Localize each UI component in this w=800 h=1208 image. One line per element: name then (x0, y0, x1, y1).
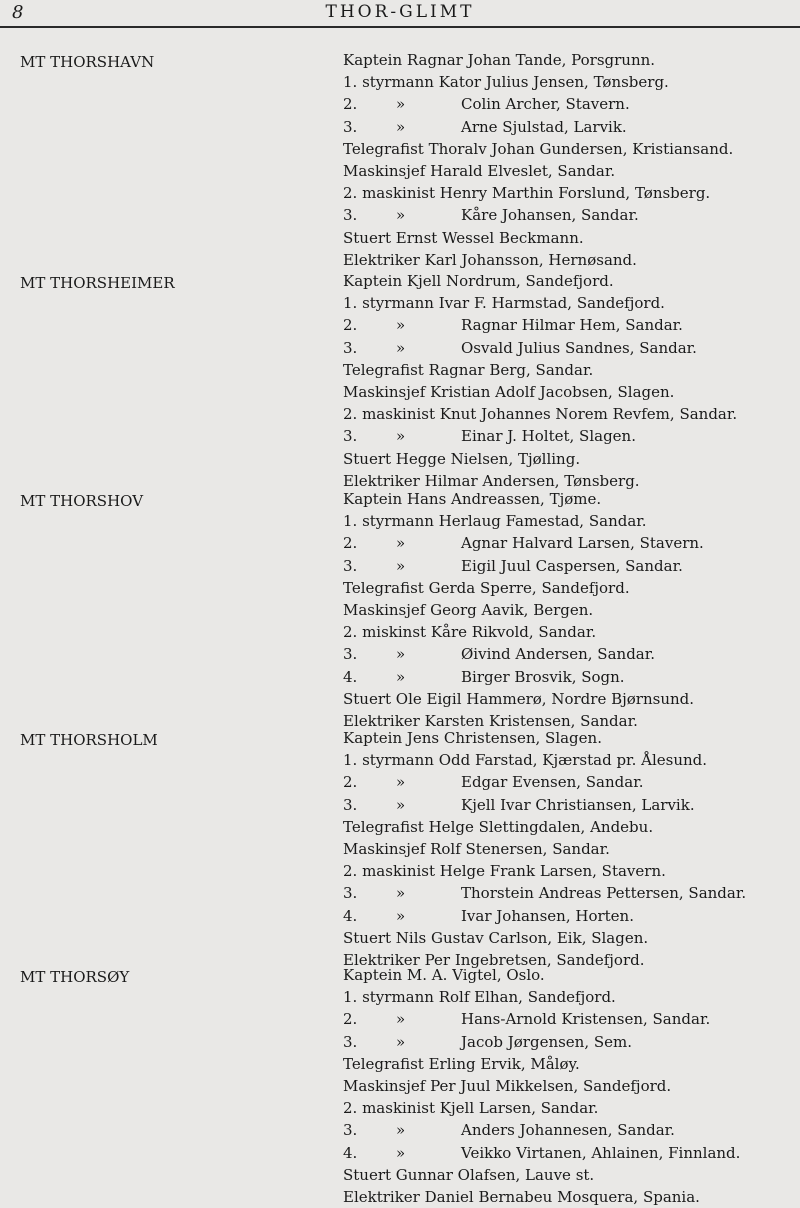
crew-line (343, 727, 800, 749)
rank-number: 3. (343, 117, 358, 136)
ditto-mark: » (396, 795, 406, 814)
crew-line (343, 116, 800, 138)
ditto-rank (343, 314, 461, 336)
ditto-rank (343, 555, 461, 577)
crew-member: Kaptein M. A. Vigtel, Oslo. (343, 966, 545, 984)
crew-line (343, 448, 800, 470)
running-head: THOR-GLIMT (325, 2, 475, 22)
ditto-mark: » (396, 906, 406, 925)
crew-line (343, 337, 800, 359)
crew-line (343, 227, 800, 249)
crew-member: Einar J. Holtet, Slagen. (461, 427, 636, 446)
crew-member: Arne Sjulstad, Larvik. (461, 117, 627, 136)
ditto-mark: » (396, 884, 406, 903)
crew-line (343, 249, 800, 271)
crew-member: 1. styrmann Odd Farstad, Kjærstad pr. Ålesund. (343, 751, 708, 770)
ditto-rank (343, 337, 461, 359)
crew-member: Elektriker Per Ingebretsen, Sandefjord. (343, 951, 645, 969)
crew-member: Elektriker Daniel Bernabeu Mosquera, Spania. (343, 1188, 700, 1206)
crew-member: Thorstein Andreas Pettersen, Sandar. (461, 884, 747, 903)
ship-name: MT THORSØY (20, 968, 130, 986)
crew-line (343, 555, 800, 577)
crew-member: Hans-Arnold Kristensen, Sandar. (461, 1010, 711, 1029)
crew-line (343, 688, 800, 710)
crew-member: Kaptein Kjell Nordrum, Sandefjord. (343, 272, 614, 290)
crew-line (343, 182, 800, 204)
ditto-mark: » (396, 1032, 406, 1051)
crew-member: Ivar Johansen, Horten. (461, 906, 634, 925)
ditto-mark: » (396, 773, 406, 792)
ditto-mark: » (396, 556, 406, 575)
crew-member: Maskinsjef Kristian Adolf Jacobsen, Slagen. (343, 383, 675, 401)
crew-member: Jacob Jørgensen, Sem. (461, 1032, 633, 1051)
crew-line (343, 381, 800, 403)
crew-member: 1. styrmann Rolf Elhan, Sandefjord. (343, 988, 616, 1007)
crew-line (343, 794, 800, 816)
ditto-mark: » (396, 1143, 406, 1162)
ditto-rank (343, 1119, 461, 1141)
crew-member: Stuert Gunnar Olafsen, Lauve st. (343, 1165, 595, 1184)
crew-line (343, 532, 800, 554)
ditto-mark: » (396, 95, 406, 114)
rank-number: 2. (343, 316, 358, 335)
crew-member: Ragnar Hilmar Hem, Sandar. (461, 316, 683, 335)
rank-number: 2. (343, 95, 358, 114)
crew-member: 2. maskinist Helge Frank Larsen, Stavern. (343, 862, 666, 881)
ditto-rank (343, 204, 461, 226)
ditto-mark: » (396, 427, 406, 446)
crew-member: Agnar Halvard Larsen, Stavern. (461, 534, 704, 553)
crew-member: 2. maskinist Henry Marthin Forslund, Tønsberg. (343, 184, 711, 203)
ditto-mark: » (396, 206, 406, 225)
crew-member: 2. miskinst Kåre Rikvold, Sandar. (343, 623, 597, 642)
ship-name: MT THORSHAVN (20, 53, 155, 71)
crew-line (343, 771, 800, 793)
crew-member: Maskinsjef Georg Aavik, Bergen. (343, 601, 594, 619)
ditto-rank (343, 882, 461, 904)
crew-member: Stuert Ernst Wessel Beckmann. (343, 228, 584, 247)
rank-number: 4. (343, 906, 358, 925)
crew-line (343, 138, 800, 160)
crew-line (343, 964, 800, 986)
crew-line (343, 1075, 800, 1097)
crew-member: 1. styrmann Herlaug Famestad, Sandar. (343, 512, 647, 531)
rank-number: 3. (343, 884, 358, 903)
ditto-rank (343, 116, 461, 138)
rank-number: 3. (343, 1121, 358, 1140)
crew-line (343, 1097, 800, 1119)
rank-number: 2. (343, 534, 358, 553)
crew-member: Edgar Evensen, Sandar. (461, 773, 644, 792)
crew-member: Kaptein Ragnar Johan Tande, Porsgrunn. (343, 51, 656, 69)
crew-line (343, 905, 800, 927)
rank-number: 4. (343, 667, 358, 686)
crew-member: Øivind Andersen, Sandar. (461, 645, 656, 664)
rank-number: 3. (343, 1032, 358, 1051)
crew-line (343, 577, 800, 599)
ditto-rank (343, 425, 461, 447)
crew-member: Telegrafist Gerda Sperre, Sandefjord. (343, 578, 630, 597)
crew-member: Kåre Johansen, Sandar. (461, 206, 639, 225)
crew-member: Kaptein Hans Andreassen, Tjøme. (343, 490, 602, 508)
crew-line (343, 510, 800, 532)
crew-line (343, 599, 800, 621)
ditto-mark: » (396, 1121, 406, 1140)
crew-line (343, 1142, 800, 1164)
crew-member: Elektriker Hilmar Andersen, Tønsberg. (343, 471, 640, 490)
crew-line (343, 1164, 800, 1186)
ditto-rank (343, 1008, 461, 1030)
crew-member: Stuert Hegge Nielsen, Tjølling. (343, 449, 581, 468)
crew-member: Telegrafist Ragnar Berg, Sandar. (343, 360, 594, 379)
rank-number: 3. (343, 427, 358, 446)
crew-member: 1. styrmann Kator Julius Jensen, Tønsberg. (343, 73, 669, 92)
ditto-mark: » (396, 117, 406, 136)
crew-member: 2. maskinist Knut Johannes Norem Revfem, Sandar. (343, 405, 738, 424)
ditto-rank (343, 532, 461, 554)
crew-line (343, 882, 800, 904)
ship-name: MT THORSHEIMER (20, 274, 175, 292)
ship-name: MT THORSHOLM (20, 731, 158, 749)
ditto-mark: » (396, 338, 406, 357)
crew-member: Osvald Julius Sandnes, Sandar. (461, 338, 697, 357)
crew-member: Telegrafist Helge Slettingdalen, Andebu. (343, 817, 654, 836)
crew-line (343, 927, 800, 949)
crew-member: 1. styrmann Ivar F. Harmstad, Sandefjord. (343, 294, 665, 313)
crew-line (343, 986, 800, 1008)
ditto-rank (343, 1031, 461, 1053)
page-number: 8 (12, 2, 24, 23)
crew-line (343, 425, 800, 447)
crew-line (343, 292, 800, 314)
crew-line (343, 860, 800, 882)
page-header (0, 0, 800, 28)
crew-member: Maskinsjef Rolf Stenersen, Sandar. (343, 840, 610, 858)
ditto-mark: » (396, 667, 406, 686)
rank-number: 3. (343, 338, 358, 357)
ditto-rank (343, 905, 461, 927)
rank-number: 3. (343, 795, 358, 814)
crew-line (343, 1119, 800, 1141)
crew-line (343, 71, 800, 93)
crew-member: Maskinsjef Per Juul Mikkelsen, Sandefjord. (343, 1077, 672, 1095)
crew-line (343, 403, 800, 425)
crew-member: Telegrafist Erling Ervik, Måløy. (343, 1054, 580, 1073)
crew-line (343, 666, 800, 688)
ditto-mark: » (396, 645, 406, 664)
crew-line (343, 49, 800, 71)
crew-line (343, 314, 800, 336)
ditto-rank (343, 93, 461, 115)
ditto-rank (343, 666, 461, 688)
rank-number: 2. (343, 1010, 358, 1029)
ditto-mark: » (396, 534, 406, 553)
rank-number: 2. (343, 773, 358, 792)
crew-member: Anders Johannesen, Sandar. (461, 1121, 675, 1140)
crew-line (343, 359, 800, 381)
crew-line (343, 621, 800, 643)
rank-number: 3. (343, 206, 358, 225)
ship-name: MT THORSHOV (20, 492, 144, 510)
crew-member: Telegrafist Thoralv Johan Gundersen, Kristiansand. (343, 139, 734, 158)
crew-member: Veikko Virtanen, Ahlainen, Finnland. (461, 1143, 741, 1162)
crew-line (343, 160, 800, 182)
crew-member: Maskinsjef Harald Elveslet, Sandar. (343, 162, 616, 180)
ditto-rank (343, 794, 461, 816)
crew-member: Kaptein Jens Christensen, Slagen. (343, 729, 602, 747)
crew-line (343, 204, 800, 226)
crew-line (343, 93, 800, 115)
crew-line (343, 838, 800, 860)
rank-number: 3. (343, 556, 358, 575)
crew-line (343, 270, 800, 292)
crew-line (343, 1008, 800, 1030)
crew-line (343, 643, 800, 665)
ditto-rank (343, 771, 461, 793)
crew-member: Stuert Ole Eigil Hammerø, Nordre Bjørnsund. (343, 689, 695, 708)
rank-number: 3. (343, 645, 358, 664)
ditto-mark: » (396, 316, 406, 335)
crew-line (343, 1186, 800, 1208)
crew-line (343, 816, 800, 838)
ditto-rank (343, 1142, 461, 1164)
crew-line (343, 749, 800, 771)
crew-member: Birger Brosvik, Sogn. (461, 667, 625, 686)
crew-line (343, 1053, 800, 1075)
crew-member: 2. maskinist Kjell Larsen, Sandar. (343, 1099, 599, 1118)
ditto-rank (343, 643, 461, 665)
crew-member: Eigil Juul Caspersen, Sandar. (461, 556, 683, 575)
crew-member: Elektriker Karl Johansson, Hernøsand. (343, 250, 637, 269)
crew-member: Colin Archer, Stavern. (461, 95, 630, 114)
ditto-mark: » (396, 1010, 406, 1029)
crew-line (343, 1031, 800, 1053)
crew-member: Stuert Nils Gustav Carlson, Eik, Slagen. (343, 928, 649, 947)
crew-line (343, 488, 800, 510)
crew-member: Kjell Ivar Christiansen, Larvik. (461, 795, 695, 814)
rank-number: 4. (343, 1143, 358, 1162)
crew-member: Elektriker Karsten Kristensen, Sandar. (343, 712, 638, 730)
